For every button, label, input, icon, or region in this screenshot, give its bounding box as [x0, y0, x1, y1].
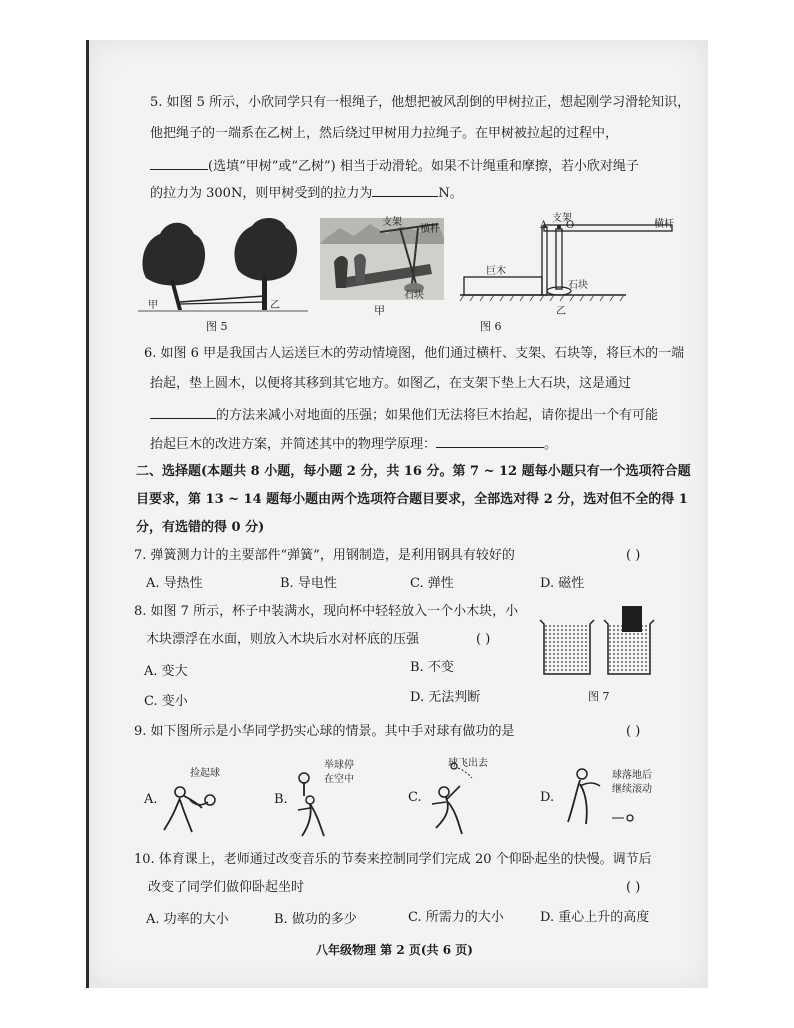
fig6-diag-caption: 乙	[556, 306, 566, 317]
fig6-diag-label-stone: 石块	[568, 280, 588, 291]
section2-line3: 分，有选错的得 0 分)	[136, 520, 265, 535]
fig6-photo-caption: 甲	[374, 304, 385, 317]
q9-answer-paren[interactable]: ( )	[626, 724, 641, 739]
q7-option-b[interactable]: B. 导电性	[280, 576, 337, 591]
q5-line4a: 的拉力为 300N，则甲树受到的拉力为	[150, 186, 373, 201]
q5-line2: 他把绳子的一端系在乙树上，然后绕过甲树用力拉绳子。在甲树被拉起的过程中，	[150, 126, 619, 141]
fig6-diag-label-frame: 支架	[552, 213, 572, 224]
q7-option-a[interactable]: A. 导热性	[146, 576, 203, 591]
fig5-label-jia: 甲	[148, 300, 158, 311]
q10-answer-paren[interactable]: ( )	[626, 880, 641, 895]
q6-line3-wrap	[150, 406, 658, 424]
q9-figure-d-roll	[558, 764, 638, 834]
q6-line1: 6. 如图 6 甲是我国古人运送巨木的劳动情境图，他们通过横杆、支架、石块等，将巨木的一端	[144, 346, 685, 361]
q9-figure-a-pick-up	[158, 778, 218, 838]
fig6-diag-label-log: 巨木	[486, 266, 506, 277]
q8-option-d[interactable]: D. 无法判断	[410, 690, 481, 705]
page-footer: 八年级物理 第 2 页(共 6 页)	[316, 943, 473, 957]
q8-option-c[interactable]: C. 变小	[144, 694, 188, 709]
q10-option-a[interactable]: A. 功率的大小	[146, 912, 229, 927]
q7-stem: 7. 弹簧测力计的主要部件“弹簧”，用钢制造，是利用钢具有较好的	[134, 548, 515, 563]
cup-with-block-icon	[604, 606, 654, 674]
fig6-diag-label-O: O	[566, 220, 575, 231]
fig6-photo-label-frame: 支架	[382, 217, 402, 228]
section2-line2: 目要求，第 13 ~ 14 题每小题由两个选项符合题目要求，全部选对得 2 分，选对但不全的得 1	[136, 492, 688, 507]
fig5-trees-figure	[138, 218, 308, 318]
fig5-caption: 图 5	[206, 320, 228, 333]
fig6-photo-label-stone: 石块	[404, 290, 424, 301]
q6-line3: 的方法来减小对地面的压强；如果他们无法将巨木抬起，请你提出一个有可能	[216, 408, 659, 423]
q10-option-d[interactable]: D. 重心上升的高度	[540, 910, 650, 925]
fig7-cups-figure	[536, 604, 656, 680]
q8-answer-paren[interactable]: ( )	[476, 632, 491, 647]
q7-option-c[interactable]: C. 弹性	[410, 576, 454, 591]
q10-line2: 改变了同学们做仰卧起坐时	[148, 880, 305, 895]
q5-line1: 5. 如图 5 所示，小欣同学只有一根绳子，他想把被风刮倒的甲树拉正，想起刚学习滑轮知识，	[150, 95, 691, 110]
cup-full-water-icon	[540, 620, 594, 674]
q5-line3-wrap	[150, 157, 639, 175]
q9-label-fly: 球飞出去	[448, 758, 488, 769]
q6-line4-wrap	[150, 435, 557, 453]
tree-yi-icon	[234, 218, 297, 310]
q8-option-a[interactable]: A. 变大	[144, 664, 188, 679]
exam-paper	[88, 40, 708, 988]
q9-option-d[interactable]: D.	[540, 790, 555, 805]
q7-answer-paren[interactable]: ( )	[626, 548, 641, 563]
q6-blank2[interactable]	[436, 435, 544, 448]
q7-option-d[interactable]: D. 磁性	[540, 576, 585, 591]
paper-edge	[86, 40, 89, 988]
q9-stem: 9. 如下图所示是小华同学扔实心球的情景。其中手对球有做功的是	[134, 724, 515, 739]
q9-option-b[interactable]: B.	[274, 792, 288, 807]
q9-option-a[interactable]: A.	[144, 792, 158, 807]
q10-line1: 10. 体育课上，老师通过改变音乐的节奏来控制同学们完成 20 个仰卧起坐的快慢。调节后	[134, 852, 652, 867]
fig6-caption: 图 6	[480, 320, 502, 333]
q6-line4b: 。	[544, 437, 558, 452]
q9-label-hold-2: 在空中	[324, 774, 354, 785]
q6-line2: 抬起，垫上圆木，以便将其移到其它地方。如图乙，在支架下垫上大石块，这是通过	[150, 376, 632, 391]
q8-line2: 木块漂浮在水面，则放入木块后水对杯底的压强	[146, 632, 420, 647]
q9-label-hold-1: 举球停	[324, 760, 354, 771]
q9-label-land-1: 球落地后	[612, 770, 652, 781]
q8-option-b[interactable]: B. 不变	[410, 660, 454, 675]
fig6-photo-label-lever: 横杆	[420, 224, 440, 235]
section2-line1: 二、选择题(本题共 8 小题，每小题 2 分，共 16 分。第 7 ~ 12 题每小题只有一个选项符合题	[136, 464, 691, 479]
q9-label-pick-up: 捡起球	[190, 768, 220, 779]
q9-option-c[interactable]: C.	[408, 790, 422, 805]
q8-line1: 8. 如图 7 所示，杯子中装满水，现向杯中轻轻放入一个小木块，小	[134, 604, 519, 619]
q5-line4b: N。	[438, 186, 463, 201]
q5-blank1[interactable]	[150, 157, 208, 170]
q5-line4-wrap	[150, 184, 463, 202]
q5-blank2[interactable]	[372, 184, 438, 197]
fig5-label-yi: 乙	[270, 300, 280, 311]
q6-line4a: 抬起巨木的改进方案，并简述其中的物理学原理：	[150, 437, 437, 452]
q9-figure-c-throw	[420, 762, 490, 838]
fig6-diag-label-lever: 横杆	[654, 219, 674, 230]
q9-label-land-2: 继续滚动	[612, 784, 652, 795]
fig7-caption: 图 7	[588, 690, 610, 703]
q10-option-b[interactable]: B. 做功的多少	[274, 912, 357, 927]
q6-blank1[interactable]	[150, 406, 216, 419]
q9-figure-b-hold	[288, 770, 348, 840]
q5-line3: (选填“甲树”或“乙树”) 相当于动滑轮。如果不计绳重和摩擦，若小欣对绳子	[208, 159, 639, 174]
fig6-diag-label-A: A	[540, 220, 548, 231]
q10-option-c[interactable]: C. 所需力的大小	[408, 910, 504, 925]
